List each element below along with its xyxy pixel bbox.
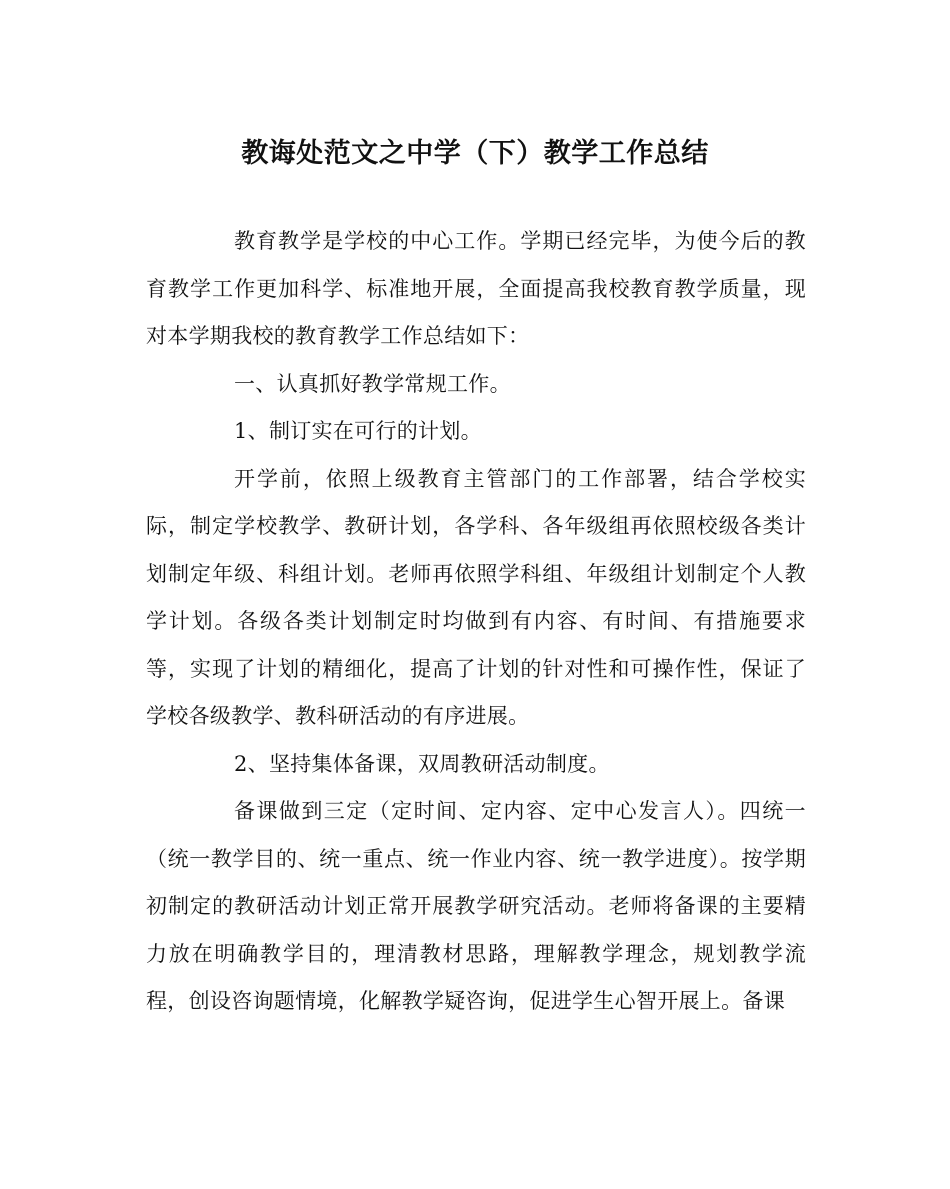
paragraph-lesson-prep: 备课做到三定（定时间、定内容、定中心发言人）。四统一（统一教学目的、统一重点、统一作业内容、统一教学进度）。按学期初制定的教研活动计划正常开展教学研究活动。老师将备课的主要精力放在明确教学目的，理清教材思路，理解教学理念，规划教学流程，创设咨询题情境，化解教学疑咨询，促进学生心智开展上。备课 <box>146 799 806 1013</box>
document-body <box>146 218 806 1026</box>
document-title: 教诲处范文之中学（下）教学工作总结 <box>241 138 709 169</box>
subsection-heading-1: 1、制订实在可行的计划。 <box>234 419 482 443</box>
section-heading-1: 一、认真抓好教学常规工作。 <box>234 371 511 396</box>
subsection-heading-2: 2、坚持集体备课，双周教研活动制度。 <box>234 751 610 776</box>
paragraph-intro: 教育教学是学校的中心工作。学期已经完毕，为使今后的教育教学工作更加科学、标准地开展，全面提高我校教育教学质量，现对本学期我校的教育教学工作总结如下： <box>146 229 806 348</box>
paragraph-planning: 开学前，依照上级教育主管部门的工作部署，结合学校实际，制定学校教学、教研计划，各学科、各年级组再依照校级各类计划制定年级、科组计划。老师再依照学科组、年级组计划制定个人教学计划。各级各类计划制定时均做到有内容、有时间、有措施要求等，实现了计划的精细化，提高了计划的针对性和可操作性，保证了学校各级教学、教科研活动的有序进展。 <box>146 466 806 728</box>
